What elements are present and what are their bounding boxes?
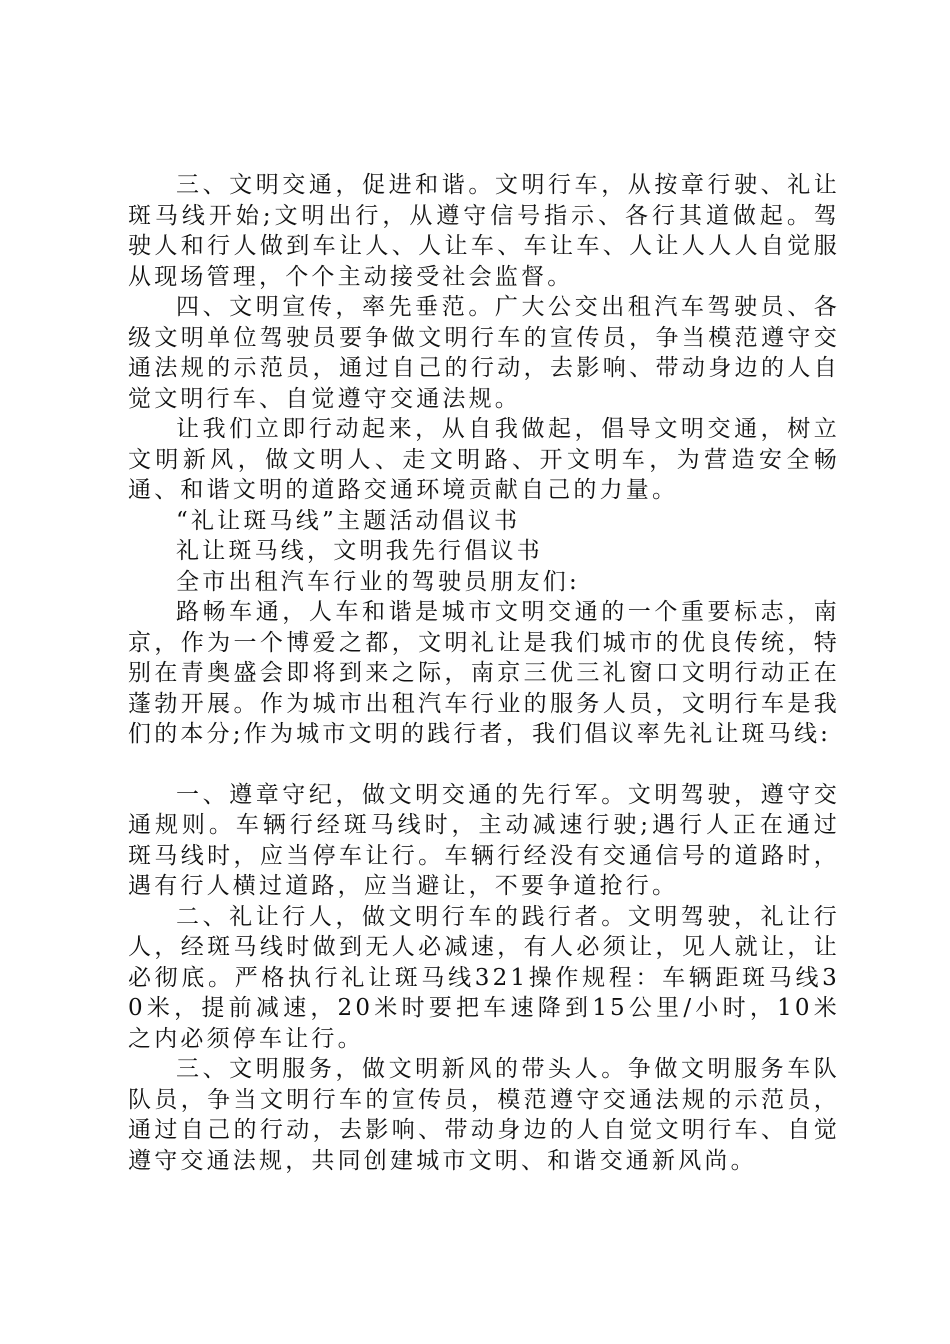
paragraph-proposal-title: “礼让斑马线”主题活动倡议书	[176, 507, 521, 534]
paragraph-proposal-subtitle: 礼让斑马线，文明我先行倡议书	[176, 538, 543, 564]
paragraph-introduction: 路畅车通，人车和谐是城市文明交通的一个重要标志，南京，作为一个博爱之都，文明礼让是我们城市的优良传统，特别在青奥盛会即将到来之际，南京三优三礼窗口文明行动正在蓬勃开展。作为城市出租汽车行业的服务人员，文明行车是我们的本分;作为城市文明的践行者，我们倡议率先礼让斑马线:	[128, 599, 840, 747]
paragraph-salutation: 全市出租汽车行业的驾驶员朋友们:	[176, 568, 580, 595]
document-body	[128, 170, 840, 1176]
paragraph-call-to-action: 让我们立即行动起来，从自我做起，倡导文明交通，树立文明新风，做文明人、走文明路、开文明车，为营造安全畅通、和谐文明的道路交通环境贡献自己的力量。	[128, 416, 840, 503]
paragraph-civilized-traffic: 三、文明交通，促进和谐。文明行车，从按章行驶、礼让斑马线开始;文明出行，从遵守信号指示、各行其道做起。驾驶人和行人做到车让人、人让车、车让车、人让人人人自觉服从现场管理，个个主动接受社会监督。	[128, 172, 840, 290]
paragraph-point-two: 二、礼让行人，做文明行车的践行者。文明驾驶，礼让行人，经斑马线时做到无人必减速，有人必须让，见人就让，让必彻底。严格执行礼让斑马线321操作规程：车辆距斑马线30米，提前减速，20米时要把车速降到15公里/小时，10米之内必须停车让行。	[128, 903, 840, 1052]
paragraph-point-one: 一、遵章守纪，做文明交通的先行军。文明驾驶，遵守交通规则。车辆行经斑马线时，主动减速行驶;遇行人正在通过斑马线时，应当停车让行。车辆行经没有交通信号的道路时，遇有行人横过道路，应当避让，不要争道抢行。	[128, 781, 840, 899]
paragraph-civilized-publicity: 四、文明宣传，率先垂范。广大公交出租汽车驾驶员、各级文明单位驾驶员要争做文明行车的宣传员，争当模范遵守交通法规的示范员，通过自己的行动，去影响、带动身边的人自觉文明行车、自觉遵守交通法规。	[128, 294, 840, 412]
paragraph-point-three: 三、文明服务，做文明新风的带头人。争做文明服务车队队员，争当文明行车的宣传员，模范遵守交通法规的示范员，通过自己的行动，去影响、带动身边的人自觉文明行车、自觉遵守交通法规，共同创建城市文明、和谐交通新风尚。	[128, 1056, 840, 1174]
